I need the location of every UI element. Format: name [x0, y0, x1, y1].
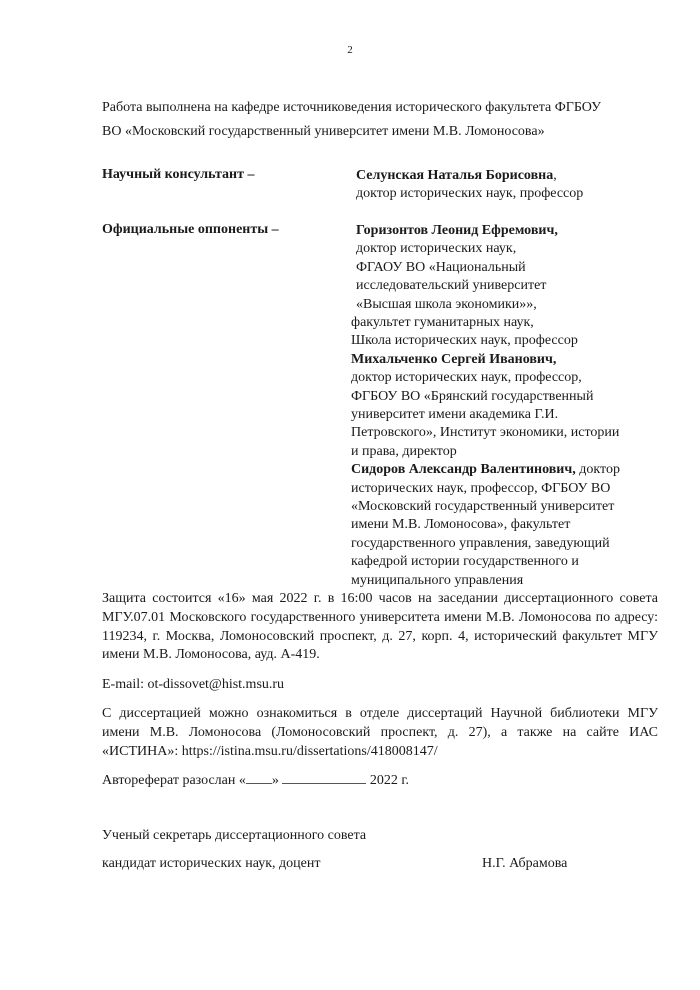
secretary-line-2: кандидат исторических наук, доцент — [102, 856, 321, 871]
intro-line-1: Работа выполнена на кафедре источниковедения исторического факультета ФГБОУ — [102, 100, 602, 115]
opponent-2-line: Петровского», Институт экономики, истории — [351, 425, 620, 441]
opponent-1-line: исследовательский университет — [356, 278, 547, 294]
email-line: E-mail: ot-dissovet@hist.msu.ru — [102, 677, 285, 692]
day-blank — [246, 771, 272, 784]
opponent-3-line: муниципального управления — [351, 572, 524, 588]
sent-year: 2022 г. — [369, 773, 410, 788]
defense-paragraph: Защита состоится «16» мая 2022 г. в 16:00 часов на заседании диссертационного совета МГУ.07.01 Московского государственного университета имени М.В. Ломоносова по адресу: 119234, г. Москва, Ломоносовский проспект, д. 27, корп. 4, исторический факультет МГУ имени М.В. Ломоносова, ауд. А-419. — [102, 591, 658, 663]
secretary-name: Н.Г. Абрамова — [482, 856, 568, 871]
opponent-1-line: доктор исторических наук, — [356, 241, 517, 257]
opponent-1-line: ФГАОУ ВО «Национальный — [356, 259, 526, 275]
consultant-name: Селунская Наталья Борисовна — [356, 168, 554, 183]
opponent-2-name: Михальченко Сергей Иванович, — [351, 351, 557, 367]
opponent-3-line: «Московский государственный университет — [351, 499, 615, 514]
sent-prefix: Автореферат разослан « — [102, 773, 246, 788]
opponent-3-line: государственного управления, заведующий — [351, 535, 610, 551]
consultant-title: доктор исторических наук, профессор — [356, 186, 584, 202]
opponent-3-tail: доктор — [575, 462, 620, 478]
opponent-3-block — [351, 461, 620, 590]
consultant-label: Научный консультант – — [102, 167, 255, 182]
opponent-2-line: ФГБОУ ВО «Брянский государственный — [351, 388, 594, 404]
opponent-3-line: имени М.В. Ломоносова», факультет — [351, 517, 571, 533]
opponent-2-block — [351, 351, 619, 461]
opponent-1-line: Школа исторических наук, профессор — [351, 333, 578, 349]
opponent-2-line: университет имени академика Г.И. — [351, 407, 559, 423]
consultant-block — [356, 167, 583, 204]
opponent-2-line: доктор исторических наук, профессор, — [351, 370, 582, 386]
opponent-1-line: факультет гуманитарных наук, — [351, 315, 534, 330]
sent-line — [102, 771, 409, 789]
opponent-3-line: исторических наук, профессор, ФГБОУ ВО — [351, 480, 611, 496]
library-paragraph: С диссертацией можно ознакомиться в отделе диссертаций Научной библиотеки МГУ имени М.В. Ломоносова (Ломоносовский проспект, д. 27), а также на сайте ИАС «ИСТИНА»: https://istina.msu.ru/dissertations/418008147/ — [102, 706, 658, 759]
sent-mid: » — [271, 773, 279, 788]
secretary-line-1: Ученый секретарь диссертационного совета — [102, 828, 367, 843]
opponent-1-line: «Высшая школа экономики»», — [356, 296, 537, 312]
opponent-2-line: и права, директор — [351, 443, 457, 459]
intro-line-2: ВО «Московский государственный университет имени М.В. Ломоносова» — [102, 124, 545, 140]
month-blank — [282, 771, 366, 784]
opponent-3-name: Сидоров Александр Валентинович, — [351, 462, 576, 478]
opponent-1-name: Горизонтов Леонид Ефремович, — [356, 223, 558, 238]
opponents-label: Официальные оппоненты – — [102, 222, 279, 237]
page-number: 2 — [347, 44, 353, 56]
consultant-name-suffix: , — [553, 168, 557, 183]
intro-block — [102, 99, 601, 142]
opponent-3-line: кафедрой истории государственного и — [351, 554, 579, 570]
